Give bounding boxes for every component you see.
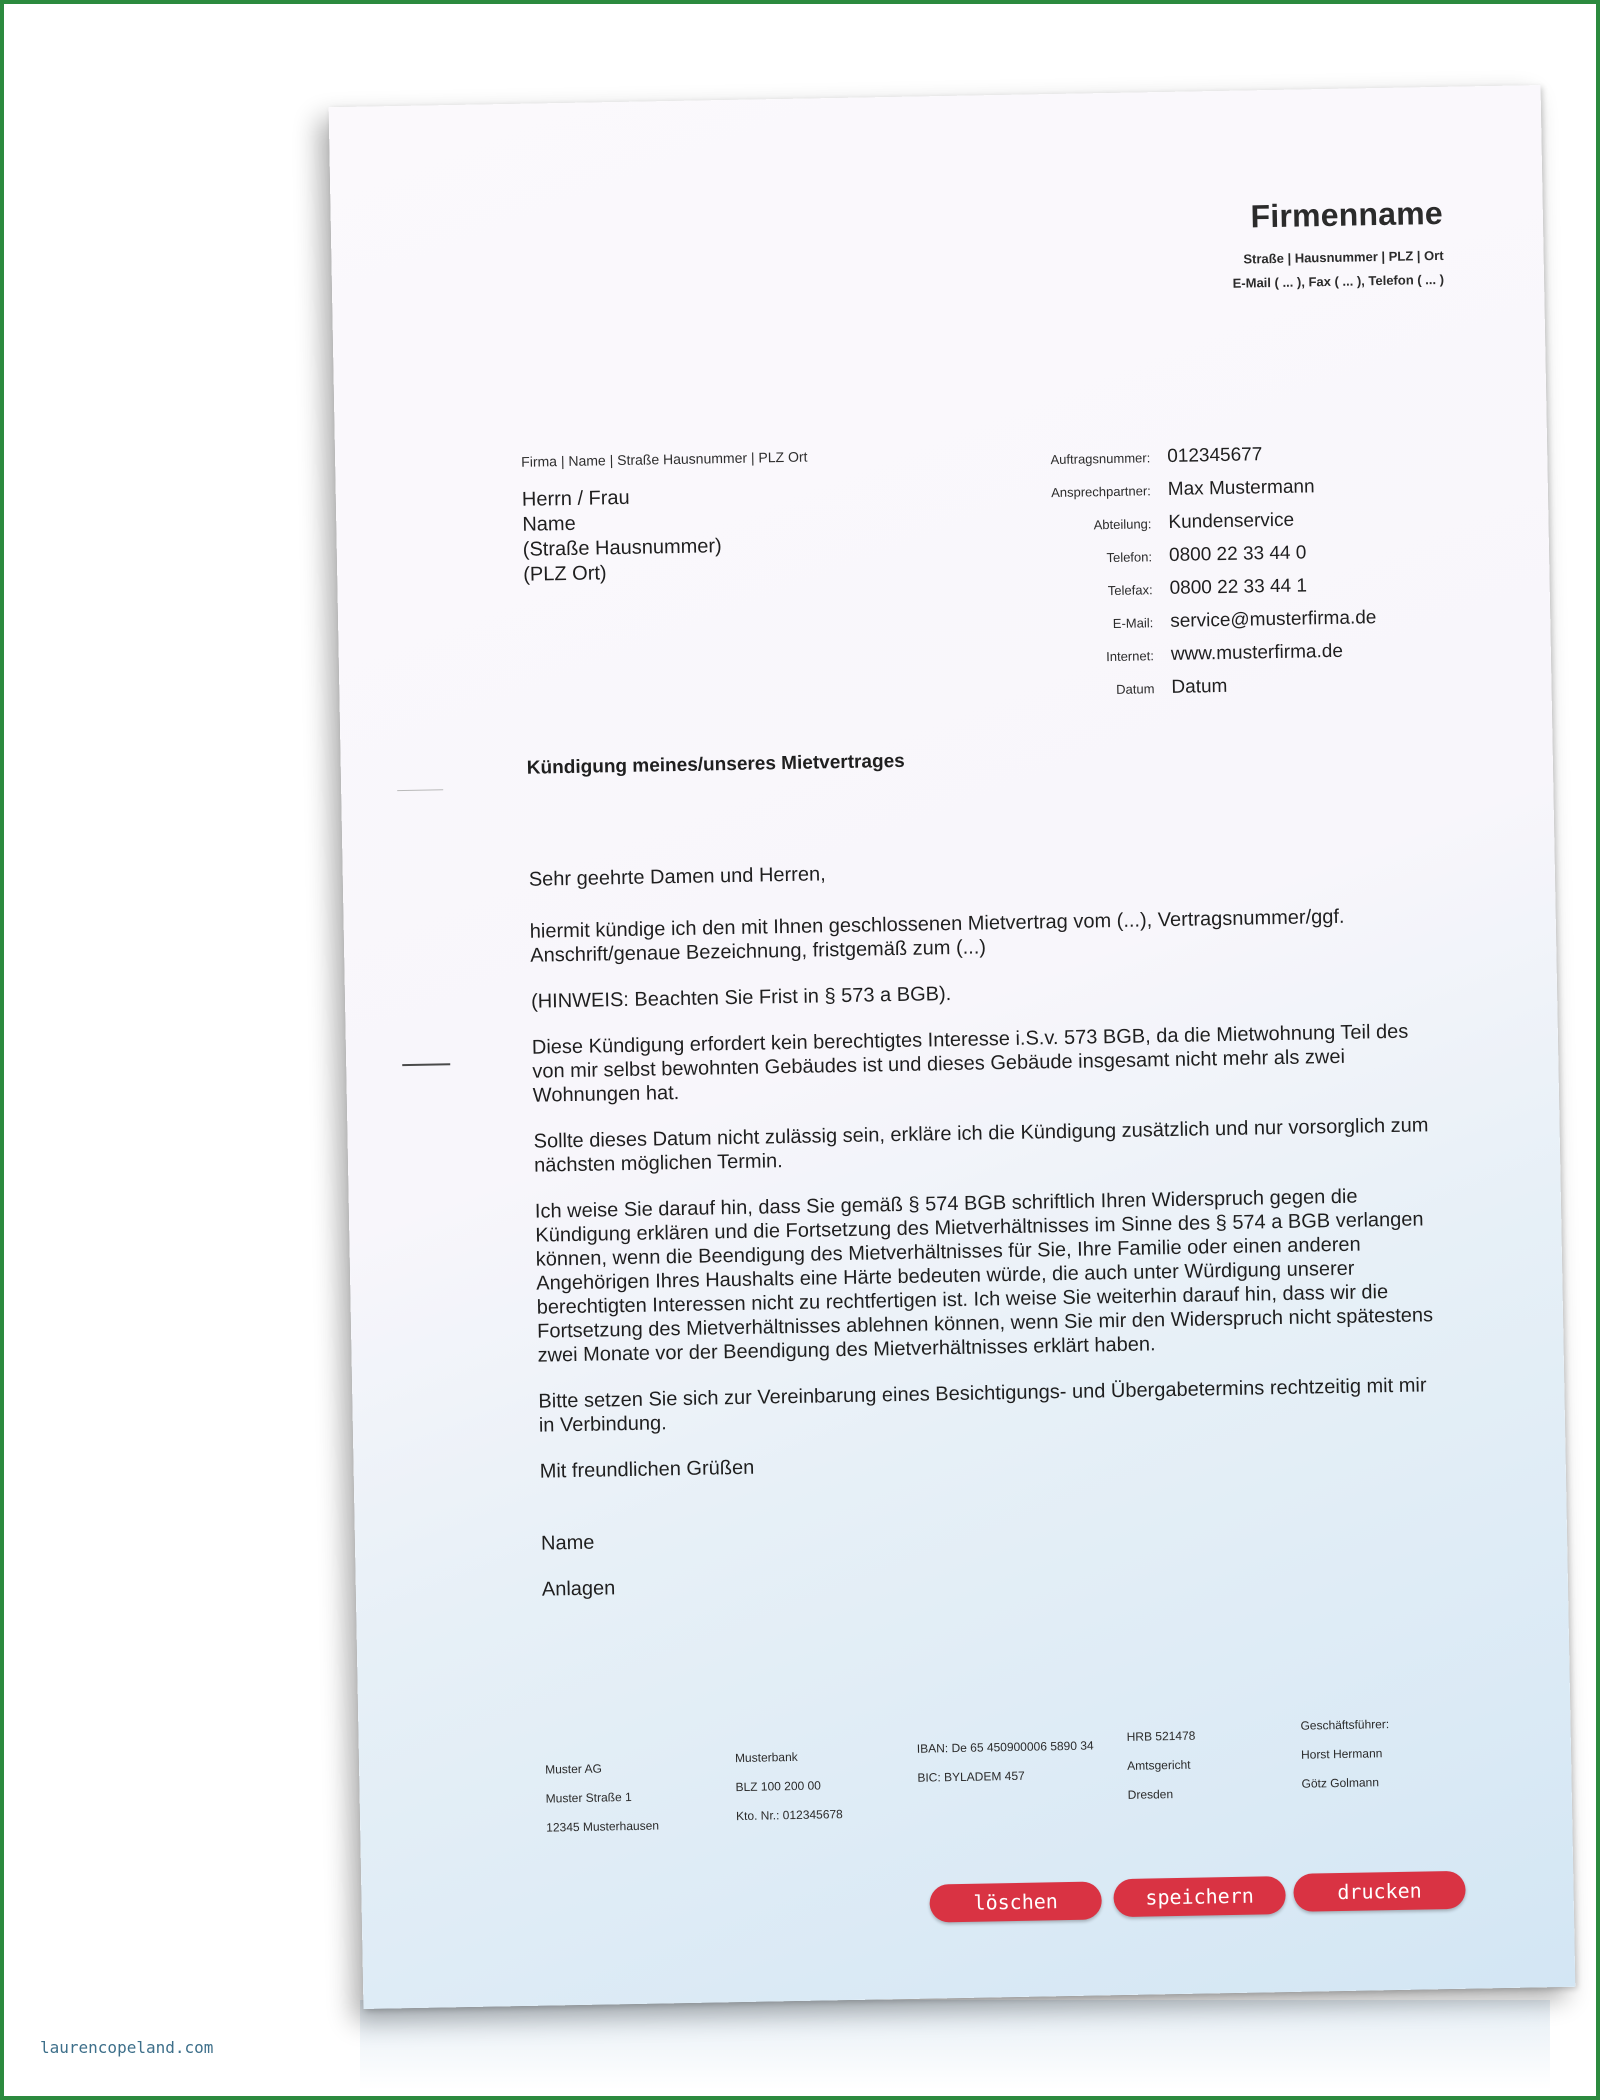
- action-buttons: [929, 1870, 1490, 1926]
- footer-text: IBAN: De 65 450900006 5890 34: [916, 1738, 1094, 1756]
- letterhead: [1231, 195, 1444, 296]
- letter-greeting: Sehr geehrte Damen und Herren,: [528, 863, 826, 891]
- info-value: 0800 22 33 44 0: [1168, 542, 1307, 566]
- company-address: Straße | Hausnummer | PLZ | Ort: [1243, 247, 1444, 267]
- info-value: www.musterfirma.de: [1170, 640, 1344, 665]
- footer-text: Amtsgericht: [1127, 1757, 1191, 1773]
- recipient-address: [522, 484, 723, 588]
- info-value: Datum: [1171, 675, 1228, 698]
- footer-company: [545, 1754, 659, 1843]
- sheet-reflection: [360, 2000, 1550, 2090]
- sender-line: Firma | Name | Straße Hausnummer | PLZ Ort: [521, 448, 808, 470]
- footer-text: 12345 Musterhausen: [546, 1818, 660, 1835]
- footer-text: Musterbank: [734, 1749, 798, 1766]
- recipient-street: (Straße Hausnummer): [522, 535, 722, 561]
- info-value: 012345677: [1167, 444, 1263, 467]
- letter-body: [529, 851, 1443, 1623]
- footer-text: Muster Straße 1: [545, 1789, 632, 1806]
- letter-footer: [544, 1709, 1446, 1855]
- footer-text: Muster AG: [545, 1761, 602, 1777]
- letter-paragraph: Diese Kündigung erfordert kein berechtigtes Interesse i.S.v. 573 BGB, da die Mietwohnung Teil des von mir selbst bewohnten Gebäudes ist und dieses Gebäude insgesamt nicht mehr als zwei Wohnungen hat.: [531, 1020, 1409, 1107]
- footer-register: [1126, 1722, 1196, 1810]
- footer-text: Geschäftsführer:: [1300, 1717, 1390, 1733]
- letter-sheet: [329, 85, 1576, 2009]
- footer-management: [1300, 1710, 1390, 1799]
- fold-mark-top: [397, 789, 443, 791]
- info-label: Auftragsnummer:: [1050, 450, 1151, 468]
- info-label: Datum: [1116, 681, 1155, 697]
- info-block: [895, 441, 1460, 715]
- info-value: Max Mustermann: [1167, 476, 1315, 500]
- info-label: Ansprechpartner:: [1050, 483, 1151, 501]
- info-value: 0800 22 33 44 1: [1169, 575, 1308, 599]
- footer-text: BLZ 100 200 00: [735, 1778, 822, 1795]
- footer-bank: [735, 1742, 843, 1831]
- footer-text: Horst Hermann: [1300, 1746, 1383, 1762]
- delete-button[interactable]: löschen: [929, 1881, 1102, 1922]
- info-label: Internet:: [1106, 648, 1155, 665]
- info-label: Telefon:: [1106, 549, 1153, 566]
- footer-text: Dresden: [1127, 1787, 1174, 1802]
- footer-iban: [917, 1732, 1095, 1793]
- info-value: service@musterfirma.de: [1170, 607, 1377, 632]
- letter-paragraph: Ich weise Sie darauf hin, dass Sie gemäß § 574 BGB schriftlich Ihren Widerspruch gegen die Kündigung erklären und die Fortsetzung des Mietverhältnisses im Sinne des § 574 a BGB verlangen können, wenn die Beendigung des Mietverhältnisses für Sie, Ihre Familie oder einen anderen Angehörigen Ihres Haushalts eine Härte bedeuten würde, die auch unter Würdigung unserer berechtigten Interessen nicht zu rechtfertigen ist. Ich weise Sie weiterhin darauf hin, dass wir die Fortsetzung des Mietverhältnisses ablehnen können, wenn Sie mir den Widerspruch nicht spätestens zwei Monate vor der Beendigung des Mietverhältnisses erklärt haben.: [534, 1185, 1434, 1367]
- signature-name: Name: [540, 1531, 595, 1555]
- company-name: Firmenname: [1250, 194, 1444, 235]
- letter-paragraph: Bitte setzen Sie sich zur Vereinbarung eines Besichtigungs- und Übergabetermins rechtzeitig mit mir in Verbindung.: [538, 1374, 1427, 1437]
- recipient-salutation: Herrn / Frau: [521, 486, 630, 511]
- attachments-label: Anlagen: [541, 1577, 616, 1601]
- footer-text: HRB 521478: [1126, 1728, 1196, 1744]
- recipient-city: (PLZ Ort): [523, 562, 607, 586]
- company-contact: E-Mail ( ... ), Fax ( ... ), Telefon ( ... ): [1232, 271, 1445, 291]
- footer-text: Götz Golmann: [1301, 1775, 1380, 1791]
- watermark-text: laurencopeland.com: [40, 2038, 214, 2057]
- letter-paragraph: Sollte dieses Datum nicht zulässig sein, erkläre ich die Kündigung zusätzlich und nur vorsorglich zum nächsten möglichen Termin.: [533, 1114, 1429, 1177]
- footer-text: BIC: BYLADEM 457: [917, 1768, 1025, 1785]
- info-label: Abteilung:: [1093, 516, 1152, 533]
- letter-closing: Mit freundlichen Grüßen: [539, 1456, 755, 1483]
- recipient-name: Name: [522, 512, 576, 536]
- info-value: Kundenservice: [1168, 509, 1295, 533]
- save-button[interactable]: speichern: [1113, 1876, 1286, 1917]
- letter-paragraph: (HINWEIS: Beachten Sie Frist in § 573 a BGB).: [530, 983, 952, 1013]
- info-label: Telefax:: [1107, 582, 1153, 599]
- footer-text: Kto. Nr.: 012345678: [735, 1807, 843, 1824]
- fold-mark-middle: [402, 1063, 450, 1066]
- letter-subject: Kündigung meines/unseres Mietvertrages: [526, 750, 905, 779]
- letter-paragraph: hiermit kündige ich den mit Ihnen geschlossenen Mietvertrag vom (...), Vertragsnummer/ggf. Anschrift/genaue Bezeichnung, fristgemäß zum (...): [529, 905, 1345, 967]
- print-button[interactable]: drucken: [1293, 1871, 1466, 1912]
- info-label: E-Mail:: [1112, 615, 1154, 631]
